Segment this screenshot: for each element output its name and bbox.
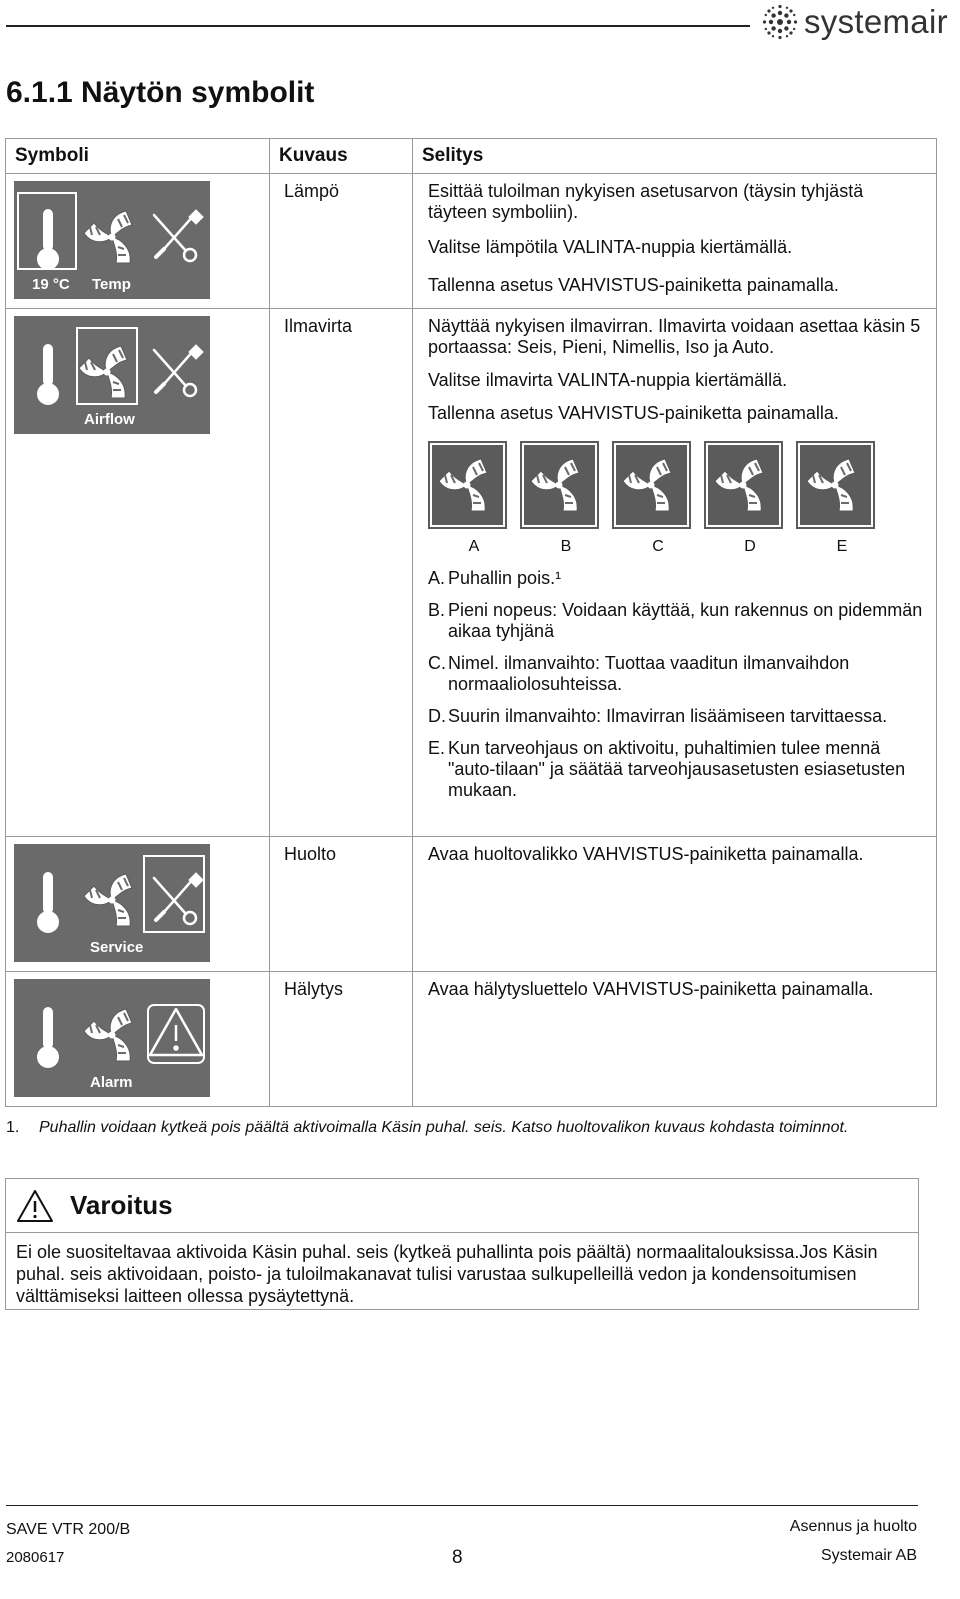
- fan-speed-icons: [428, 441, 926, 529]
- fan-letter: D: [744, 538, 756, 555]
- kuvaus-cell: Lämpö: [270, 174, 413, 309]
- temp-value-label: 19 °C: [32, 276, 70, 293]
- selitys-paragraph: Avaa hälytysluettelo VAHVISTUS-painiketta painamalla.: [428, 979, 874, 999]
- temp-label: Temp: [92, 276, 131, 293]
- footer-rule: [6, 1505, 918, 1506]
- table-row: [6, 174, 937, 309]
- airflow-label: Airflow: [84, 411, 135, 428]
- table-header-row: [6, 139, 937, 174]
- thermometer-icon: [28, 336, 68, 406]
- selitys-cell: [413, 309, 937, 837]
- warning-title: Varoitus: [70, 1190, 173, 1220]
- footer-model: SAVE VTR 200/B: [6, 1521, 131, 1538]
- service-symbol: [14, 844, 210, 962]
- alarm-label: Alarm: [90, 1074, 133, 1091]
- header-rule: [6, 25, 750, 27]
- fan-speed-letters: [428, 536, 926, 557]
- kuvaus-cell: Ilmavirta: [270, 309, 413, 837]
- tools-icon: [144, 201, 204, 271]
- symbol-cell: [6, 837, 270, 972]
- selitys-cell: [413, 837, 937, 972]
- brand: [762, 0, 948, 44]
- thermometer-icon: [28, 201, 68, 271]
- footer-section: Asennus ja huolto: [789, 1518, 917, 1535]
- page-number: 8: [452, 1547, 463, 1568]
- header-symboli: Symboli: [6, 139, 270, 174]
- footer-company: Systemair AB: [820, 1547, 917, 1564]
- table-row: [6, 972, 937, 1107]
- list-item: E. Kun tarveohjaus on aktivoitu, puhaltimien tulee mennä "auto-tilaan" ja säätää tarveohjausasetusten esiasetusten mukaan.: [428, 738, 906, 800]
- list-item: C. Nimel. ilmanvaihto: Tuottaa vaaditun ilmanvaihdon normaaliolosuhteissa.: [428, 653, 850, 694]
- tools-icon: [144, 864, 204, 934]
- header-selitys: Selitys: [413, 139, 937, 174]
- symbol-cell: [6, 309, 270, 837]
- header-kuvaus: Kuvaus: [270, 139, 413, 174]
- fan-speed-list: [428, 568, 926, 801]
- thermometer-icon: [28, 864, 68, 934]
- warning-header: [6, 1179, 918, 1233]
- symbols-table: [5, 138, 937, 1107]
- footnote: [6, 1118, 906, 1138]
- selitys-paragraph: Valitse ilmavirta VALINTA-nuppia kiertämällä.: [428, 370, 788, 390]
- warning-body: Ei ole suositeltavaa aktivoida Käsin puhal. seis (kytkeä puhallinta pois päältä) normaalitalouksissa.Jos Käsin puhal. seis aktivoidaan, poisto- ja tuloilmakanavat tulisi varustaa sulkupelleillä vedon ja kondensoitumisen välttämiseksi laitteen ollessa pysäytettynä.: [16, 1242, 878, 1306]
- fan-letter: E: [836, 538, 848, 555]
- section-title: 6.1.1 Näytön symbolit: [6, 76, 315, 109]
- selitys-cell: [413, 972, 937, 1107]
- warning-triangle-icon: [16, 1189, 54, 1223]
- airflow-symbol: [14, 316, 210, 434]
- fan-speed-a-icon: [428, 441, 507, 529]
- fan-speed-b-icon: [520, 441, 599, 529]
- table-row: [6, 309, 937, 837]
- list-item: D. Suurin ilmanvaihto: Ilmavirran lisäämiseen tarvittaessa.: [428, 706, 888, 726]
- footer-code: 2080617: [6, 1549, 65, 1566]
- fan-speed-d-icon: [704, 441, 783, 529]
- table-row: [6, 837, 937, 972]
- fan-icon: [77, 336, 137, 406]
- fan-icon: [82, 201, 142, 271]
- symbol-cell: [6, 972, 270, 1107]
- fan-icon: [82, 864, 142, 934]
- fan-icon: [82, 999, 142, 1069]
- fan-letter: C: [652, 538, 664, 555]
- fan-speed-e-icon: [796, 441, 875, 529]
- tools-icon: [144, 336, 204, 406]
- selitys-paragraph: Esittää tuloilman nykyisen asetusarvon (täysin tyhjästä täyteen symboliin).: [428, 181, 864, 222]
- selitys-paragraph: Näyttää nykyisen ilmavirran. Ilmavirta voidaan asettaa käsin 5 portaassa: Seis, Pieni, Nimellis, Iso ja Auto.: [428, 316, 921, 357]
- selitys-paragraph: Avaa huoltovalikko VAHVISTUS-painiketta painamalla.: [428, 844, 864, 864]
- list-item: B. Pieni nopeus: Voidaan käyttää, kun rakennus on pidemmän aikaa tyhjänä: [428, 600, 923, 641]
- brand-name: systemair: [804, 3, 948, 40]
- selitys-paragraph: Valitse lämpötila VALINTA-nuppia kiertämällä.: [428, 237, 793, 257]
- fan-letter: A: [468, 538, 480, 555]
- kuvaus-cell: Hälytys: [270, 972, 413, 1107]
- systemair-logo-icon: [762, 4, 798, 40]
- service-label: Service: [90, 939, 144, 956]
- selitys-paragraph: Tallenna asetus VAHVISTUS-painiketta painamalla.: [428, 403, 839, 423]
- symbol-cell: [6, 174, 270, 309]
- fan-letter: B: [560, 538, 572, 555]
- temp-symbol: [14, 181, 210, 299]
- list-item: A. Puhallin pois.¹: [428, 568, 562, 588]
- selitys-cell: [413, 174, 937, 309]
- warning-triangle-icon: [144, 999, 208, 1069]
- alarm-symbol: [14, 979, 210, 1097]
- thermometer-icon: [28, 999, 68, 1069]
- fan-speed-c-icon: [612, 441, 691, 529]
- footnote-text: Puhallin voidaan kytkeä pois päältä aktivoimalla Käsin puhal. seis. Katso huoltovalikon kuvaus kohdasta toiminnot.: [39, 1119, 849, 1136]
- warning-box: [5, 1178, 919, 1310]
- selitys-paragraph: Tallenna asetus VAHVISTUS-painiketta painamalla.: [428, 275, 839, 295]
- kuvaus-cell: Huolto: [270, 837, 413, 972]
- footnote-number: 1.: [6, 1119, 20, 1136]
